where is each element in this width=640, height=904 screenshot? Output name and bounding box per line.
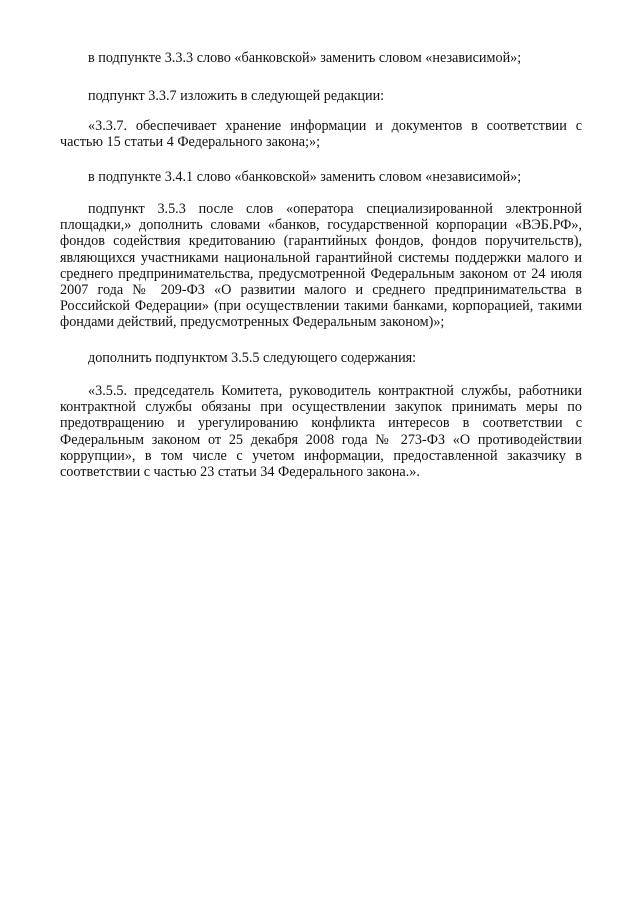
paragraph-3-5-3: подпункт 3.5.3 после слов «оператора специализированной электронной площадки,» дополнить словами «банков, государственной корпорации «ВЭБ.РФ», фондов содействия кредитованию (гарантийных фондов, фондов поручительств), являющихся участниками национальной гарантийной системы поддержки малого и среднего предпринимательства, предусмотренной Федеральным законом от 24 июля 2007 года № 209-ФЗ «О развитии малого и среднего предпринимательства в Российской Федерации» (при осуществлении такими банками, корпорацией, такими фондами действий, предусмотренных Федеральным законом)»;	[60, 201, 582, 331]
paragraph-3-5-5-text: «3.5.5. председатель Комитета, руководитель контрактной службы, работники контрактной службы обязаны при осуществлении закупок принимать меры по предотвращению и урегулированию конфликта интересов в соответствии с Федеральным законом от 25 декабря 2008 года № 273-ФЗ «О противодействии коррупции», в том числе с учетом информации, предоставленной заказчику в соответствии с частью 23 статьи 34 Федерального закона.».	[60, 383, 582, 481]
paragraph-3-5-5-intro: дополнить подпунктом 3.5.5 следующего содержания:	[88, 350, 417, 366]
paragraph-3-3-7-intro: подпункт 3.3.7 изложить в следующей редакции:	[88, 88, 385, 104]
paragraph-3-3-3: в подпункте 3.3.3 слово «банковской» заменить словом «независимой»;	[88, 50, 522, 66]
paragraph-3-4-1: в подпункте 3.4.1 слово «банковской» заменить словом «независимой»;	[88, 169, 522, 185]
paragraph-3-3-7-text: «3.3.7. обеспечивает хранение информации и документов в соответствии с частью 15 статьи 4 Федерального закона;»;	[60, 118, 582, 151]
